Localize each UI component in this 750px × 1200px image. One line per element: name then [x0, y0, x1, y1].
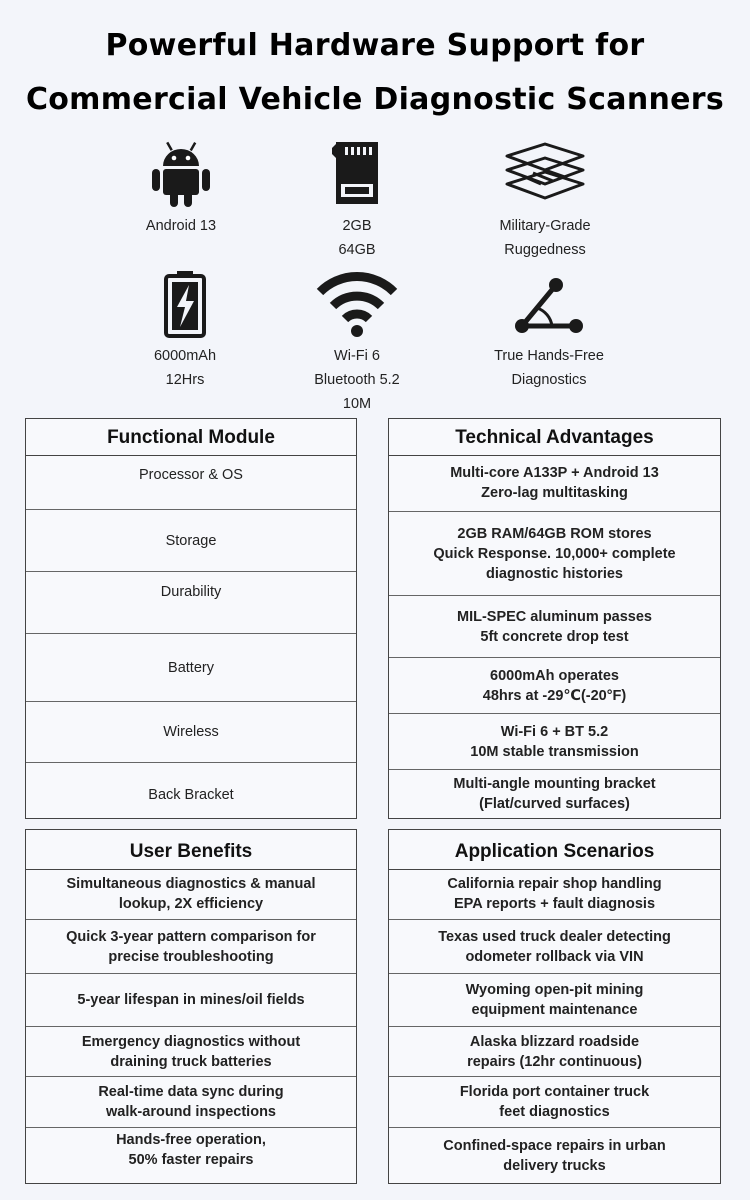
advantage-line: Multi-angle mounting bracket [453, 776, 656, 792]
scenario-line: feet diagnostics [499, 1104, 610, 1120]
feature-ruggedness-label-2: Ruggedness [504, 242, 586, 258]
benefit-line: Emergency diagnostics without [81, 1033, 301, 1050]
advantage-row [389, 714, 720, 770]
advantage-row [389, 455, 720, 512]
scenario-row [389, 869, 720, 920]
page-title-line-2: Commercial Vehicle Diagnostic Scanners [25, 82, 725, 117]
benefit-line: walk-around inspections [105, 1104, 276, 1120]
advantage-line: Multi-core A133P + Android 13 [450, 465, 659, 481]
advantage-line: 5ft concrete drop test [480, 628, 629, 645]
feature-battery-label-1: 6000mAh [153, 348, 217, 364]
module-row: Processor & OS [26, 455, 356, 510]
module-row: Wireless [26, 702, 356, 763]
scenario-line: odometer rollback via VIN [465, 948, 644, 965]
technical-advantages-header: Technical Advantages [389, 419, 720, 456]
wifi-icon [314, 270, 400, 338]
scenario-line: Texas used truck dealer detecting [438, 928, 671, 945]
benefit-row [26, 920, 356, 974]
benefit-line: 5-year lifespan in mines/oil fields [77, 992, 305, 1008]
advantage-row [389, 658, 720, 714]
scenario-row [389, 1128, 720, 1183]
module-row: Back Bracket [148, 786, 234, 803]
battery-icon [163, 270, 207, 338]
scenario-row [389, 1027, 720, 1077]
benefit-line: draining truck batteries [110, 1053, 272, 1070]
feature-hands-free-label-2: Diagnostics [511, 372, 587, 388]
advantage-row [389, 512, 720, 596]
scenario-line: California repair shop handling [447, 876, 662, 892]
feature-battery-label-2: 12Hrs [165, 372, 205, 388]
benefit-line: precise troubleshooting [108, 948, 274, 965]
advantage-line: Wi-Fi 6 + BT 5.2 [500, 723, 609, 740]
scenario-row [389, 1077, 720, 1128]
scenario-line: delivery trucks [503, 1157, 606, 1174]
benefit-row [26, 869, 356, 920]
module-row: Battery [26, 634, 356, 702]
benefit-line: Hands-free operation, [116, 1132, 266, 1148]
application-scenarios-table [388, 829, 721, 1184]
advantage-line: 2GB RAM/64GB ROM stores [457, 525, 652, 542]
application-scenarios-header: Application Scenarios [389, 830, 720, 870]
benefit-row [26, 1027, 356, 1077]
feature-wireless-label-1: Wi-Fi 6 [334, 348, 380, 364]
advantage-line: 10M stable transmission [470, 743, 639, 760]
scenario-row [389, 974, 720, 1027]
benefit-row [26, 974, 356, 1027]
advantage-line: Zero-lag multitasking [481, 485, 628, 501]
feature-hands-free-label-1: True Hands-Free [494, 348, 604, 364]
benefit-line: 50% faster repairs [128, 1152, 254, 1168]
user-benefits-header: User Benefits [26, 830, 356, 870]
advantage-line: Quick Response. 10,000+ complete [433, 545, 676, 562]
benefit-row [26, 1128, 356, 1183]
feature-wireless-label-2: Bluetooth 5.2 [314, 372, 400, 388]
benefit-line: lookup, 2X efficiency [118, 896, 264, 912]
benefit-row [26, 1077, 356, 1128]
technical-advantages-table [388, 418, 721, 819]
scenario-line: EPA reports + fault diagnosis [453, 896, 656, 912]
layered-shield-icon [503, 140, 587, 206]
sd-card-icon [332, 140, 382, 206]
user-benefits-table [25, 829, 357, 1184]
scenario-line: Florida port container truck [459, 1084, 650, 1100]
functional-module-table [25, 418, 357, 819]
advantage-row [389, 770, 720, 818]
feature-storage-label-1: 2GB [342, 218, 372, 234]
benefit-line: Simultaneous diagnostics & manual [66, 876, 316, 892]
scenario-line: Confined-space repairs in urban [443, 1137, 666, 1154]
scenario-line: repairs (12hr continuous) [467, 1053, 642, 1070]
scenario-line: Wyoming open-pit mining [465, 982, 644, 998]
advantage-line: MIL-SPEC aluminum passes [457, 608, 652, 625]
functional-module-header: Functional Module [26, 419, 356, 456]
android-icon [149, 138, 213, 208]
scenario-line: Alaska blizzard roadside [469, 1033, 640, 1050]
module-row: Durability [26, 572, 356, 634]
page-title-line-1: Powerful Hardware Support for [105, 28, 645, 63]
scenario-row [389, 920, 720, 974]
benefit-line: Real-time data sync during [98, 1084, 284, 1100]
bracket-arm-icon [512, 276, 586, 338]
feature-wireless-label-3: 10M [342, 396, 372, 412]
advantage-line: (Flat/curved surfaces) [479, 796, 630, 812]
advantage-line: 48hrs at -29℃(-20°F) [482, 687, 627, 704]
advantage-row [389, 596, 720, 658]
benefit-line: Quick 3-year pattern comparison for [66, 928, 316, 945]
advantage-line: diagnostic histories [486, 565, 623, 582]
scenario-line: equipment maintenance [471, 1002, 638, 1018]
feature-storage-label-2: 64GB [338, 242, 376, 258]
module-row: Storage [26, 510, 356, 572]
feature-android-label: Android 13 [145, 218, 217, 234]
advantage-line: 6000mAh operates [490, 667, 619, 684]
feature-ruggedness-label-1: Military-Grade [499, 218, 591, 234]
